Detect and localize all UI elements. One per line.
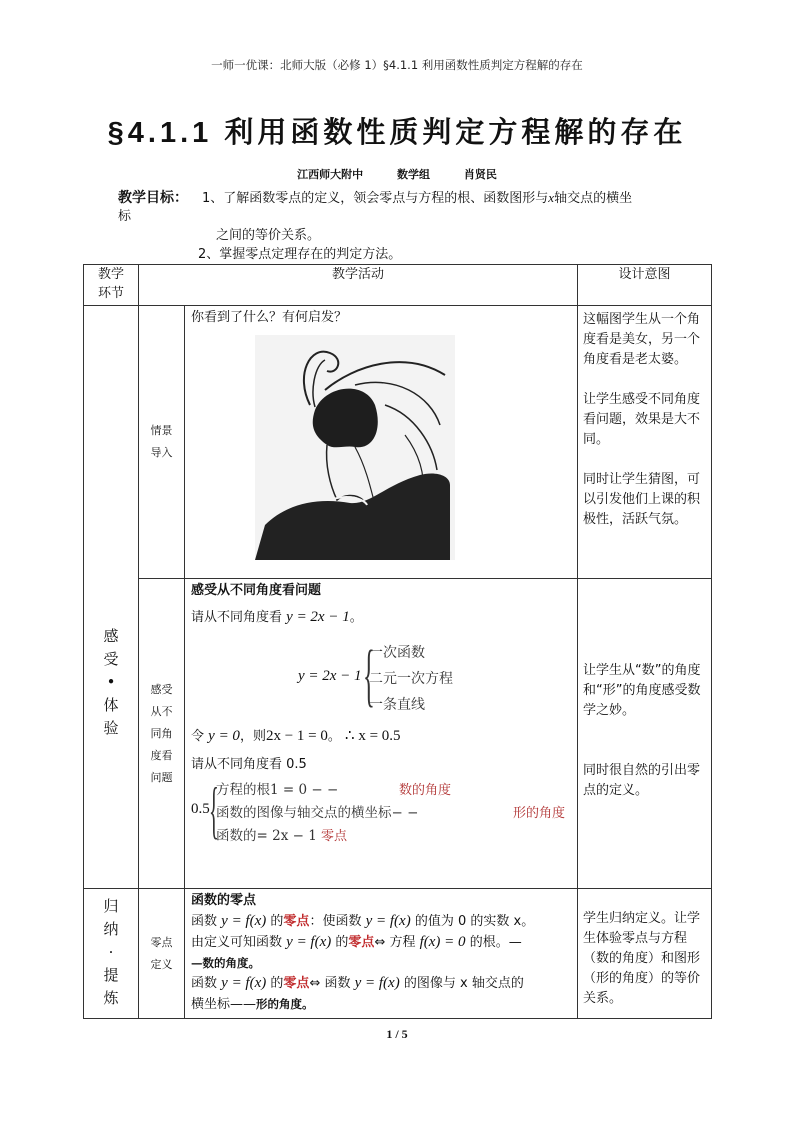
sub-section-scenario (139, 306, 185, 579)
lesson-table (83, 264, 712, 1019)
teaching-goals (118, 189, 688, 262)
brace-item: 函数的= 2x − 1 (216, 828, 317, 844)
page-number: 1 / 5 (386, 1027, 408, 1041)
table-row (84, 889, 712, 1019)
definition-line-2 (191, 932, 571, 953)
activity-perspectives (185, 579, 578, 889)
sub-label: 度看 (150, 748, 173, 762)
prompt-expr: y = 2x − 1 (286, 609, 350, 625)
stage-experience (84, 306, 139, 889)
activity-scenario (185, 306, 578, 579)
stage-char: · (108, 943, 114, 961)
goal-1-continuation: 之间的等价关系。 (216, 228, 321, 243)
goal-1-var: x (548, 190, 555, 205)
definition-line-1 (191, 911, 571, 932)
brace-items (216, 779, 418, 848)
header-intent: 设计意图 (578, 265, 712, 306)
brace-item: 二元一次方程 (369, 671, 453, 687)
brace-lhs: 0.5 (191, 801, 210, 817)
let-text: 。 (327, 729, 341, 744)
def-expr: y = f(x) (354, 975, 400, 991)
def-text: 的 (270, 914, 284, 929)
sub-label: 同角 (150, 726, 173, 740)
brace-item: 方程的根1 = 0 − − (216, 782, 339, 798)
def-text: 的 (270, 976, 284, 991)
brace-item: 函数的图像与轴交点的横坐标− − (216, 805, 419, 821)
prompt-line-1 (191, 607, 571, 628)
def-text: 的 (335, 935, 349, 950)
activity-definition (185, 889, 578, 1019)
stage-char: 验 (103, 718, 119, 737)
stage-char: 体 (103, 695, 119, 714)
goals-label: 教学目标： (118, 190, 188, 206)
prompt-text: 请从不同角度看 (191, 610, 283, 625)
stage-char: 纳 (103, 920, 119, 938)
sub-label: 感受 (150, 682, 173, 696)
let-text: 令 (191, 729, 205, 744)
author-line (0, 166, 794, 182)
let-expr: 2x − 1 = 0 (265, 728, 328, 744)
brace-item: 一条直线 (369, 697, 425, 713)
goal-1-wrap: 标 (118, 209, 132, 224)
scenario-question: 你看到了什么？有何启发？ (191, 310, 348, 325)
brace-zero-views (191, 774, 571, 849)
stage-summarize (84, 889, 139, 1019)
def-text: 的图像与 x 轴交点的 (403, 976, 524, 991)
def-zero-highlight: 零点 (283, 976, 310, 991)
sub-label: 导入 (150, 446, 173, 459)
intent-paragraph: 让学生从“数”的角度和“形”的角度感受数学之妙。 (583, 663, 701, 718)
brace-linear-views (191, 637, 571, 720)
brace-item: 一次函数 (369, 645, 425, 661)
sub-section-perspectives (139, 579, 185, 889)
brace-items (369, 640, 453, 718)
intent-paragraph: 同时很自然的引出零点的定义。 (583, 763, 701, 798)
def-expr: y = f(x) (221, 975, 267, 991)
let-line (191, 726, 571, 747)
author-school: 江西师大附中 (297, 168, 364, 181)
stage-char: 炼 (103, 989, 119, 1007)
def-text: 函数 (191, 976, 218, 991)
def-expr: y = f(x) (365, 913, 411, 929)
def-text: ⇔ 函数 (309, 976, 351, 991)
def-zero-highlight: 零点 (283, 914, 310, 929)
let-text: ，则 (239, 729, 266, 744)
goal-2: 2、掌握零点定理存在的判定方法。 (198, 247, 402, 262)
def-expr: y = f(x) (286, 934, 332, 950)
stage-char: 受 (103, 649, 119, 668)
left-brace-icon: { (363, 637, 375, 714)
intent-paragraph: 学生归纳定义。让学生体验零点与方程（数的角度）和图形（形的角度）的等价关系。 (583, 911, 701, 1006)
definition-line-5 (191, 994, 571, 1015)
goal-1-text-a: 1、了解函数零点的定义，领会零点与方程的根、函数图形与 (202, 191, 549, 206)
prompt-line-2: 请从不同角度看 0.5 (191, 757, 307, 772)
sub-label: 情景 (150, 424, 173, 437)
sub-section-definition (139, 889, 185, 1019)
intent-scenario (578, 306, 712, 579)
running-header: 一师一优课：北师大版（必修 1）§4.1.1 利用函数性质判定方程解的存在 (211, 58, 583, 72)
def-expr: f(x) = 0 (419, 934, 466, 950)
sub-label: 从不 (150, 704, 173, 718)
intent-paragraph: 让学生感受不同角度看问题，效果是大不同。 (583, 392, 701, 447)
goal-1 (202, 191, 632, 206)
table-header-row (84, 265, 712, 306)
definition-line-3: —数的角度。 (191, 956, 260, 970)
def-text-bold: 形的角度。 (256, 997, 314, 1011)
illusion-drawing-icon (255, 335, 455, 560)
tag-number-perspective: 数的角度 (399, 783, 452, 798)
illusion-image (255, 335, 455, 560)
def-text: 函数 (191, 914, 218, 929)
stage-char: 归 (103, 897, 119, 915)
header-stage-label: 教学环节 (97, 267, 124, 301)
page-title: §4.1.1 利用函数性质判定方程解的存在 (107, 117, 687, 149)
def-zero-highlight: 零点 (348, 935, 375, 950)
intent-paragraph: 同时让学生猜图，可以引发他们上课的积极性，活跃气氛。 (583, 472, 701, 527)
sub-label: 零点 (150, 935, 173, 949)
perspectives-heading: 感受从不同角度看问题 (191, 583, 322, 598)
definition-heading: 函数的零点 (191, 893, 257, 908)
stage-char: 感 (103, 626, 119, 645)
def-text: 的根。— (469, 935, 522, 950)
tag-zero-point: 零点 (321, 829, 348, 844)
let-expr: ∴ x = 0.5 (345, 728, 401, 744)
stage-char: 提 (103, 966, 119, 984)
goal-1-text-b: 轴交点的横坐 (554, 191, 633, 206)
tag-shape-perspective: 形的角度 (513, 806, 566, 821)
def-expr: y = f(x) (221, 913, 267, 929)
intent-paragraph: 这幅图学生从一个角度看是美女，另一个角度看是老太婆。 (583, 312, 701, 367)
brace-lhs: y = 2x − 1 (298, 668, 362, 684)
intent-definition (578, 889, 712, 1019)
left-brace-icon: { (209, 774, 219, 845)
def-text: 横坐标—— (191, 997, 257, 1012)
intent-perspectives (578, 579, 712, 889)
def-text: 由定义可知函数 (191, 935, 283, 950)
definition-line-4 (191, 973, 571, 994)
def-text: 的值为 0 的实数 x。 (414, 914, 535, 929)
table-row (84, 579, 712, 889)
let-expr: y = 0 (208, 728, 240, 744)
def-text: ：使函数 (309, 914, 362, 929)
def-text: ⇔ 方程 (374, 935, 416, 950)
header-stage (84, 265, 139, 306)
stage-char: • (106, 672, 116, 691)
prompt-end: 。 (349, 610, 363, 625)
author-group: 数学组 (397, 168, 430, 181)
author-name: 肖贤民 (463, 168, 497, 181)
sub-label: 问题 (150, 770, 173, 784)
header-activity: 教学活动 (139, 265, 578, 306)
table-row (84, 306, 712, 579)
sub-label: 定义 (150, 957, 173, 971)
